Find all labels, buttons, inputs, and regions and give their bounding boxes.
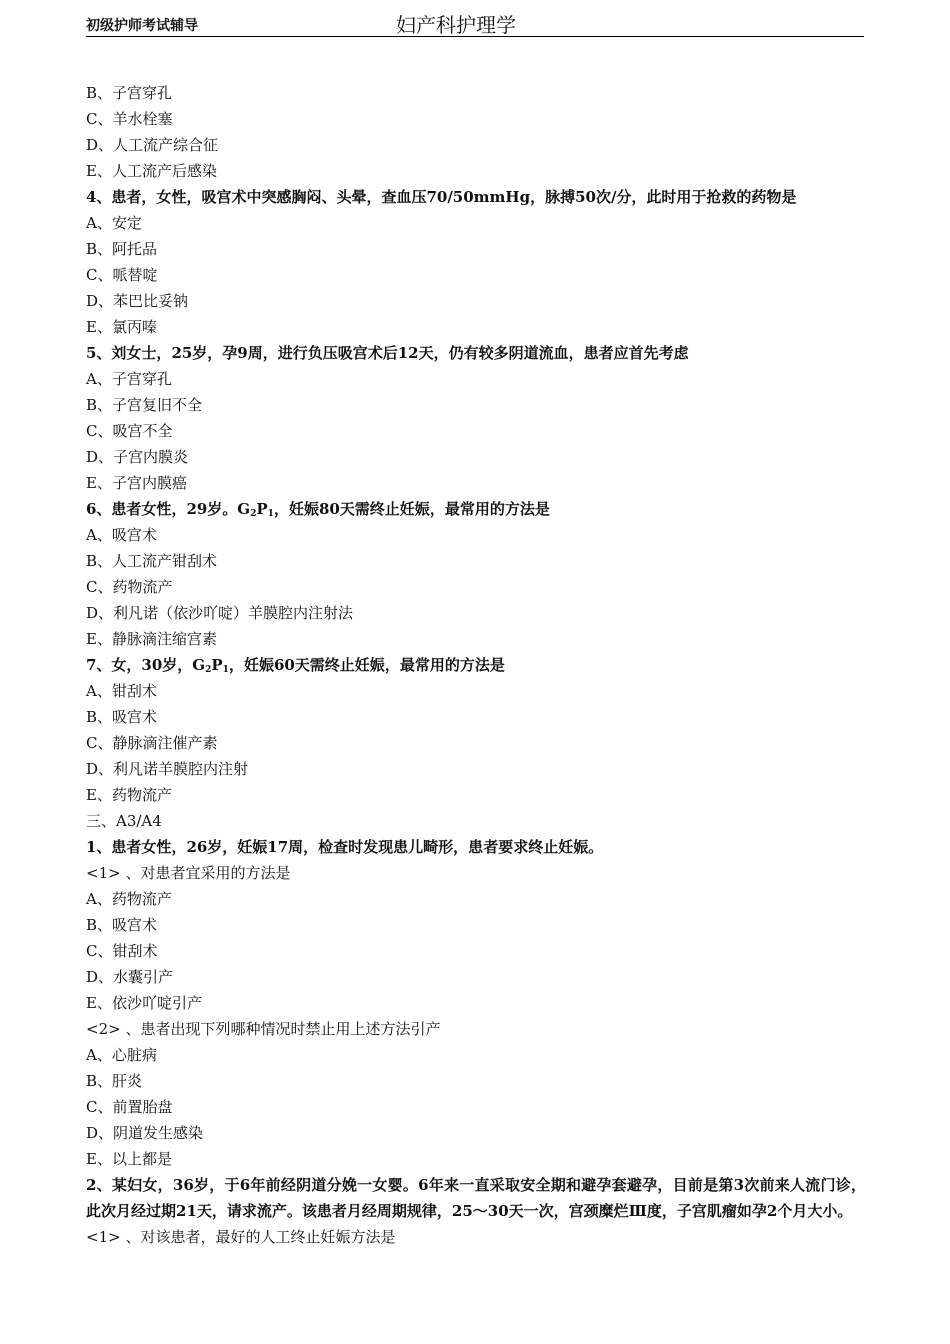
case-paragraph: 2、某妇女，36岁，于6年前经阴道分娩一女婴。6年来一直采取安全期和避孕套避孕，目前是第3次前来人流门诊，此次月经过期21天，请求流产。该患者月经周期规律，25～30天一次，宫颈糜烂Ⅲ度，子宫肌瘤如孕2个月大小。 bbox=[86, 1176, 866, 1220]
option-line: E、静脉滴注缩宫素 bbox=[86, 630, 217, 648]
option-line: C、哌替啶 bbox=[86, 266, 158, 284]
question-stem: 4、患者，女性，吸宫术中突感胸闷、头晕，查血压70/50mmHg，脉搏50次/分，此时用于抢救的药物是 bbox=[86, 188, 797, 206]
option-line: C、吸宫不全 bbox=[86, 422, 173, 440]
option-line: D、利凡诺（依沙吖啶）羊膜腔内注射法 bbox=[86, 604, 354, 622]
option-line: E、以上都是 bbox=[86, 1150, 172, 1168]
option-line: C、药物流产 bbox=[86, 578, 173, 596]
question-lines bbox=[86, 80, 866, 1172]
option-line: B、阿托品 bbox=[86, 240, 158, 258]
option-line: A、钳刮术 bbox=[86, 682, 157, 700]
document-body bbox=[86, 80, 866, 1250]
page-header bbox=[86, 6, 864, 37]
question-text-part: 2 bbox=[250, 509, 257, 519]
option-line: E、药物流产 bbox=[86, 786, 172, 804]
question-stem bbox=[86, 496, 866, 522]
option-line: B、人工流产钳刮术 bbox=[86, 552, 218, 570]
question-text-part: 6、患者女性，29岁。G bbox=[86, 500, 251, 518]
option-line: B、肝炎 bbox=[86, 1072, 143, 1090]
option-line: A、吸宫术 bbox=[86, 526, 157, 544]
option-line: E、依沙吖啶引产 bbox=[86, 994, 202, 1012]
option-line: D、子宫内膜炎 bbox=[86, 448, 189, 466]
option-line: D、利凡诺羊膜腔内注射 bbox=[86, 760, 249, 778]
question-text-part: 7、女，30岁，G bbox=[86, 656, 206, 674]
question-text-part: 1 bbox=[267, 509, 274, 519]
option-line: A、安定 bbox=[86, 214, 142, 232]
option-line: A、子宫穿孔 bbox=[86, 370, 172, 388]
option-line: C、钳刮术 bbox=[86, 942, 158, 960]
option-line: B、吸宫术 bbox=[86, 708, 158, 726]
question-stem: 1、患者女性，26岁，妊娠17周，检查时发现患儿畸形，患者要求终止妊娠。 bbox=[86, 838, 604, 856]
option-line: E、氯丙嗪 bbox=[86, 318, 157, 336]
question-text-part: ，妊娠80天需终止妊娠，最常用的方法是 bbox=[273, 500, 550, 518]
option-line: B、子宫复旧不全 bbox=[86, 396, 203, 414]
option-line: E、子宫内膜癌 bbox=[86, 474, 187, 492]
question-text-part: P bbox=[256, 500, 268, 518]
option-line: A、心脏病 bbox=[86, 1046, 157, 1064]
header-left-title: 初级护师考试辅导 bbox=[86, 18, 198, 34]
option-line: D、人工流产综合征 bbox=[86, 136, 219, 154]
question-text-part: 2 bbox=[205, 665, 212, 675]
option-line: <1> 、对患者宜采用的方法是 bbox=[86, 864, 291, 882]
option-line: C、羊水栓塞 bbox=[86, 110, 173, 128]
question-stem bbox=[86, 652, 866, 678]
option-line: B、子宫穿孔 bbox=[86, 84, 173, 102]
option-line: 三、A3/A4 bbox=[86, 812, 162, 830]
option-line: A、药物流产 bbox=[86, 890, 172, 908]
question-text-part: 1 bbox=[222, 665, 229, 675]
option-line: D、水囊引产 bbox=[86, 968, 174, 986]
header-center-title: 妇产科护理学 bbox=[396, 13, 516, 37]
sub-question-line: <1> 、对该患者，最好的人工终止妊娠方法是 bbox=[86, 1228, 396, 1246]
question-stem: 5、刘女士，25岁，孕9周，进行负压吸宫术后12天，仍有较多阴道流血，患者应首先考虑 bbox=[86, 344, 689, 362]
option-line: E、人工流产后感染 bbox=[86, 162, 217, 180]
option-line: C、前置胎盘 bbox=[86, 1098, 173, 1116]
option-line: C、静脉滴注催产素 bbox=[86, 734, 218, 752]
question-text-part: P bbox=[211, 656, 223, 674]
option-line: D、阴道发生感染 bbox=[86, 1124, 204, 1142]
option-line: <2> 、患者出现下列哪种情况时禁止用上述方法引产 bbox=[86, 1020, 441, 1038]
question-text-part: ，妊娠60天需终止妊娠，最常用的方法是 bbox=[228, 656, 505, 674]
option-line: D、苯巴比妥钠 bbox=[86, 292, 189, 310]
option-line: B、吸宫术 bbox=[86, 916, 158, 934]
